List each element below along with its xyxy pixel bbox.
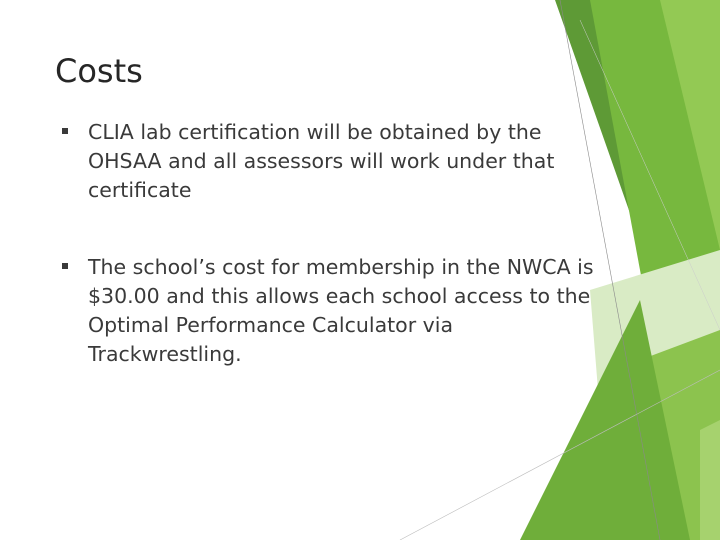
facet-light-bottom xyxy=(700,420,720,540)
bullet-item xyxy=(62,118,602,205)
bullet-text: The school’s cost for membership in the NWCA is $30.00 and this allows each school access to the Optimal Performance Calculator via Trackwrestling. xyxy=(88,255,594,366)
bullet-text: CLIA lab certification will be obtained by the OHSAA and all assessors will work under that certificate xyxy=(88,120,555,202)
bullet-list xyxy=(62,118,602,369)
slide-title: Costs xyxy=(55,52,143,90)
bullet-item xyxy=(62,253,602,369)
square-bullet-icon xyxy=(62,263,68,269)
square-bullet-icon xyxy=(62,128,68,134)
